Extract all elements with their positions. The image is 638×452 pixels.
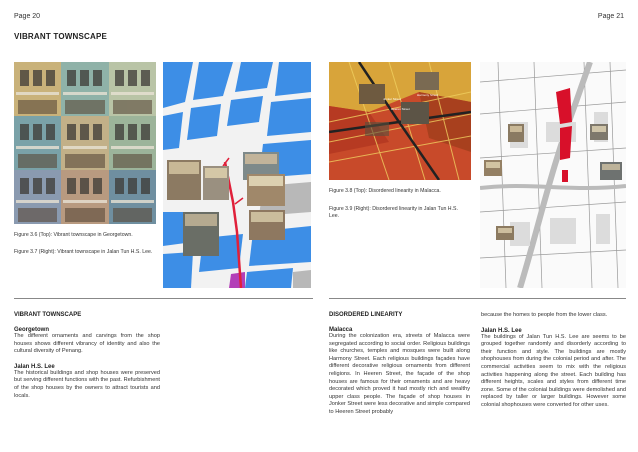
- paragraph-georgetown: The different ornaments and carvings from the shop houses shows different vibrancy of identity and also the cultural diversity of Penang.: [14, 333, 160, 355]
- section-heading-disordered-linearity: DISORDERED LINEARITY: [329, 312, 403, 318]
- subheading-malacca: Malacca: [329, 327, 353, 333]
- map-label-heeren-street: Heeren Street: [391, 107, 410, 111]
- divider-right: [329, 298, 626, 299]
- paragraph-malacca: During the colonization era, streets of Malacca were segregated according to social order. Religious buildings like churches, temples and mosques were built along Harmony Street. Each religious buildings façades have different decorative religious ornaments from different religions. In Heeren Street, the façade of the shop houses are famous for their ornaments and are heavy decorated which proved it had mostly rich and wealthy upper class people. The façade of shop houses in Jonker Street were less decorative and simple compared to Heeren Street probably: [329, 333, 470, 415]
- divider-left: [14, 298, 313, 299]
- page-number-right: Page 21: [597, 13, 624, 20]
- paragraph-jalan-hs-lee-right: The buildings of Jalan Tun H.S. Lee are seems to be grouped together randomly and disorderly according to their function and style. The buildings are mostly shophouses from during the colonial period and after. The commercial activities seem to mix with the religious activities happening along the street. Each building has different heights, scales and styles from different time zone. Some of the colonial buildings were demolished and replaced by taller or larger buildings. However some colonial shophouses were converted for other uses.: [481, 333, 626, 408]
- caption-figure-3-6: Figure 3.6 (Top): Vibrant townscape in Georgetown.: [14, 232, 133, 238]
- figure-3-6-facades-photo: [14, 62, 156, 224]
- page-number-left: Page 20: [14, 13, 41, 20]
- right-text-column-2: [481, 312, 626, 410]
- right-text-column-1: [329, 312, 470, 417]
- paragraph-jalan-hs-lee-left: The historical buildings and shop houses were preserved but serving different functions with the past. Refurbishment of the shop houses by the owners to attract tourists and locals.: [14, 369, 160, 399]
- figure-3-9-street-map: [480, 62, 626, 288]
- caption-figure-3-7: Figure 3.7 (Right): Vibrant townscape in Jalan Tun H.S. Lee.: [14, 249, 153, 255]
- caption-figure-3-9: Figure 3.9 (Right): Disordered linearity in Jalan Tun H.S. Lee.: [329, 206, 458, 219]
- subheading-jalan-hs-lee-right: Jalan H.S. Lee: [481, 327, 522, 334]
- figure-3-7-townscape-map: [163, 62, 311, 288]
- map-label-jonker-street: Jonker Street: [383, 97, 401, 101]
- section-heading-vibrant-townscape: VIBRANT TOWNSCAPE: [14, 312, 82, 318]
- paragraph-malacca-continued: because the homes to people from the lower class.: [481, 312, 608, 318]
- page-title: VIBRANT TOWNSCAPE: [14, 32, 108, 41]
- figure-3-8-malacca-map: [329, 62, 471, 180]
- left-text-column: [14, 312, 160, 400]
- subheading-jalan-hs-lee-left: Jalan H.S. Lee: [14, 363, 55, 370]
- subheading-georgetown: Georgetown: [14, 327, 50, 333]
- caption-figure-3-8: Figure 3.8 (Top): Disordered linearity in Malacca.: [329, 188, 441, 194]
- map-label-harmony-street: Harmony Street: [417, 93, 439, 97]
